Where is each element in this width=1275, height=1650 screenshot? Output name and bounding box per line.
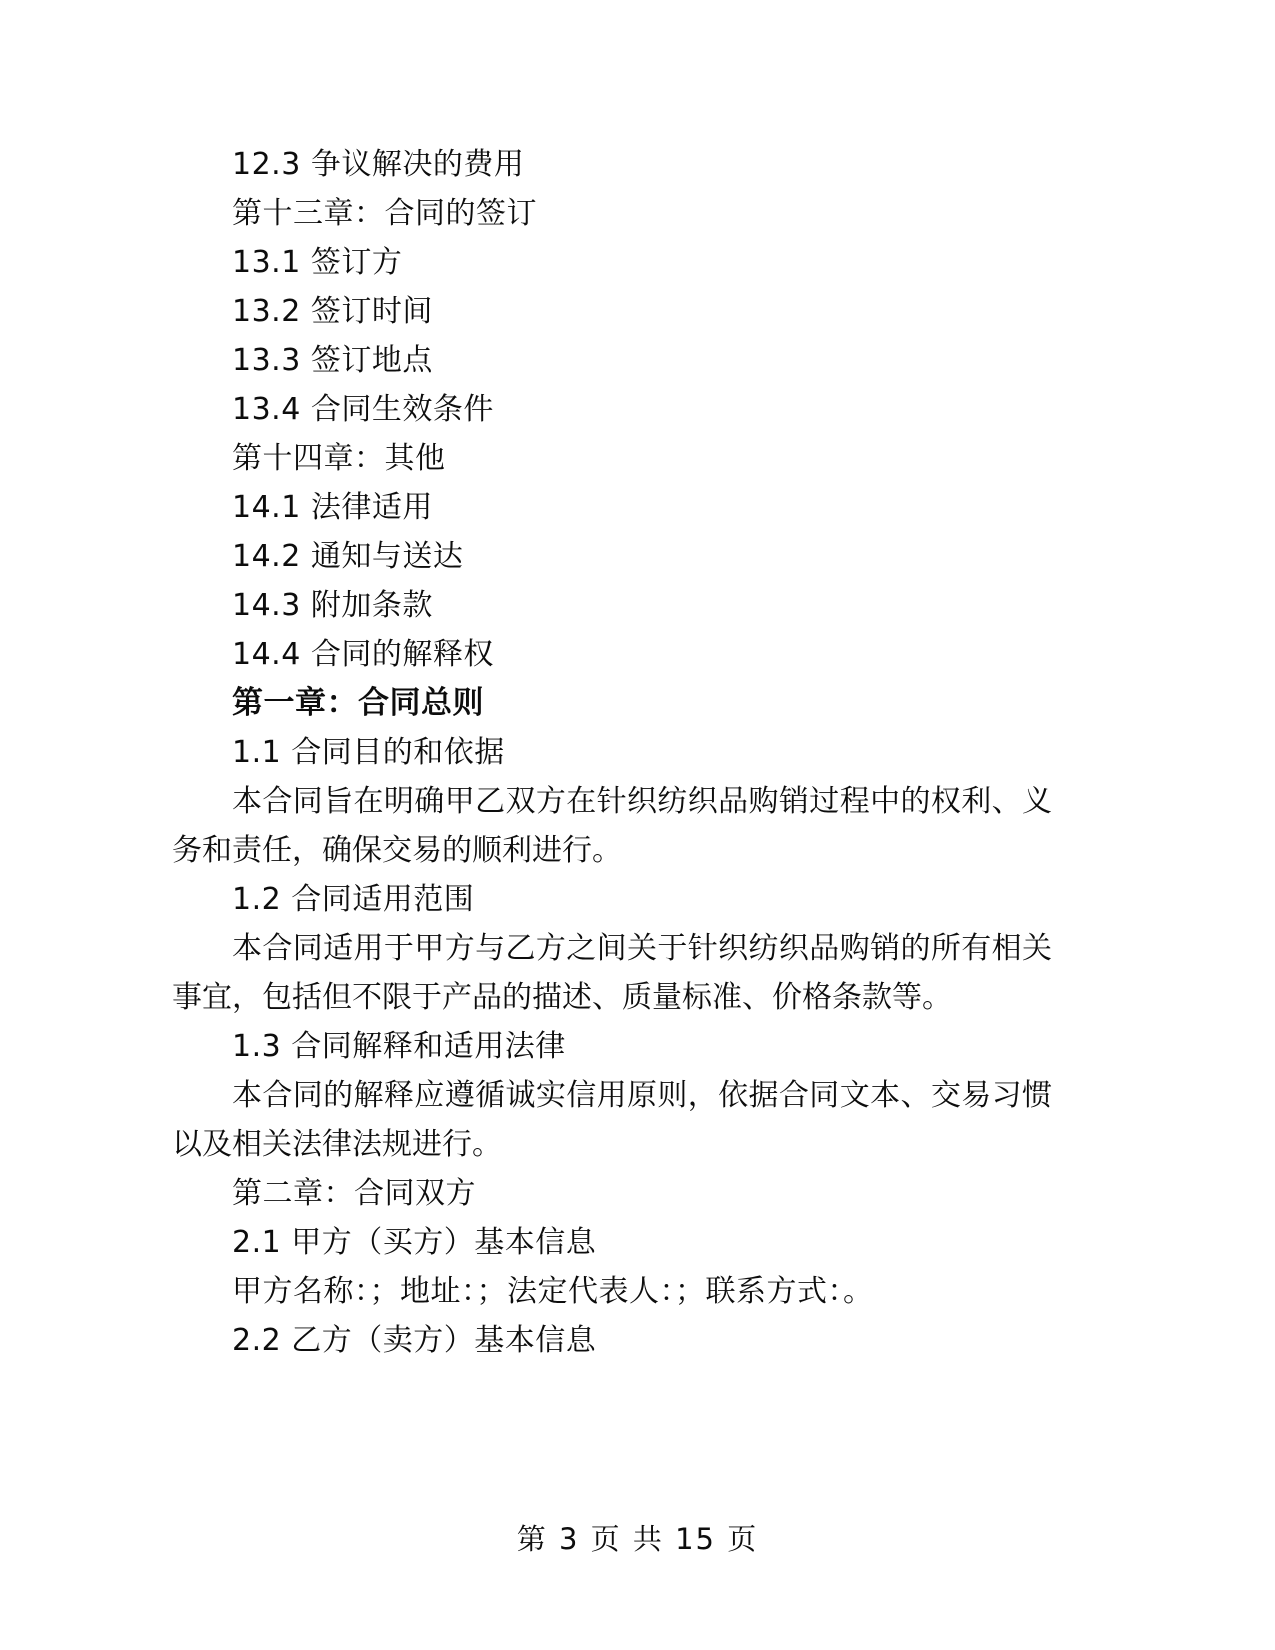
chapter-one-heading: 第一章：合同总则 (232, 685, 484, 721)
toc-entry-chapter-14: 第十四章：其他 (232, 441, 446, 476)
toc-entry-13-2: 13.2 签订时间 (232, 294, 433, 329)
section-body-1-2: 本合同适用于甲方与乙方之间关于针织纺织品购销的所有相关事宜，包括但不限于产品的描述、质量标准、价格条款等。 (172, 931, 1052, 1015)
section-body-1-3: 本合同的解释应遵循诚实信用原则，依据合同文本、交易习惯以及相关法律法规进行。 (172, 1078, 1052, 1162)
toc-entry-13-4: 13.4 合同生效条件 (232, 392, 494, 427)
toc-entry-13-3: 13.3 签订地点 (232, 343, 433, 378)
toc-entry-13-1: 13.1 签订方 (232, 245, 403, 280)
section-body-1-1: 本合同旨在明确甲乙双方在针织纺织品购销过程中的权利、义务和责任，确保交易的顺利进行。 (172, 784, 1052, 868)
party-a-info: 甲方名称：；地址：；法定代表人：；联系方式：。 (232, 1274, 874, 1309)
document-body (172, 140, 1052, 1365)
chapter-two-heading: 第二章：合同双方 (232, 1176, 476, 1211)
toc-entry-14-4: 14.4 合同的解释权 (232, 637, 494, 672)
section-heading-2-2: 2.2 乙方（卖方）基本信息 (232, 1323, 597, 1358)
section-heading-1-3: 1.3 合同解释和适用法律 (232, 1029, 566, 1064)
toc-entry-12-3: 12.3 争议解决的费用 (232, 147, 525, 182)
section-heading-1-2: 1.2 合同适用范围 (232, 882, 475, 917)
section-heading-2-1: 2.1 甲方（买方）基本信息 (232, 1225, 597, 1260)
toc-entry-14-1: 14.1 法律适用 (232, 490, 433, 525)
section-heading-1-1: 1.1 合同目的和依据 (232, 735, 505, 770)
toc-entry-14-2: 14.2 通知与送达 (232, 539, 464, 574)
toc-entry-14-3: 14.3 附加条款 (232, 588, 433, 623)
page-footer: 第 3 页 共 15 页 (516, 1522, 759, 1556)
toc-entry-chapter-13: 第十三章：合同的签订 (232, 196, 537, 231)
